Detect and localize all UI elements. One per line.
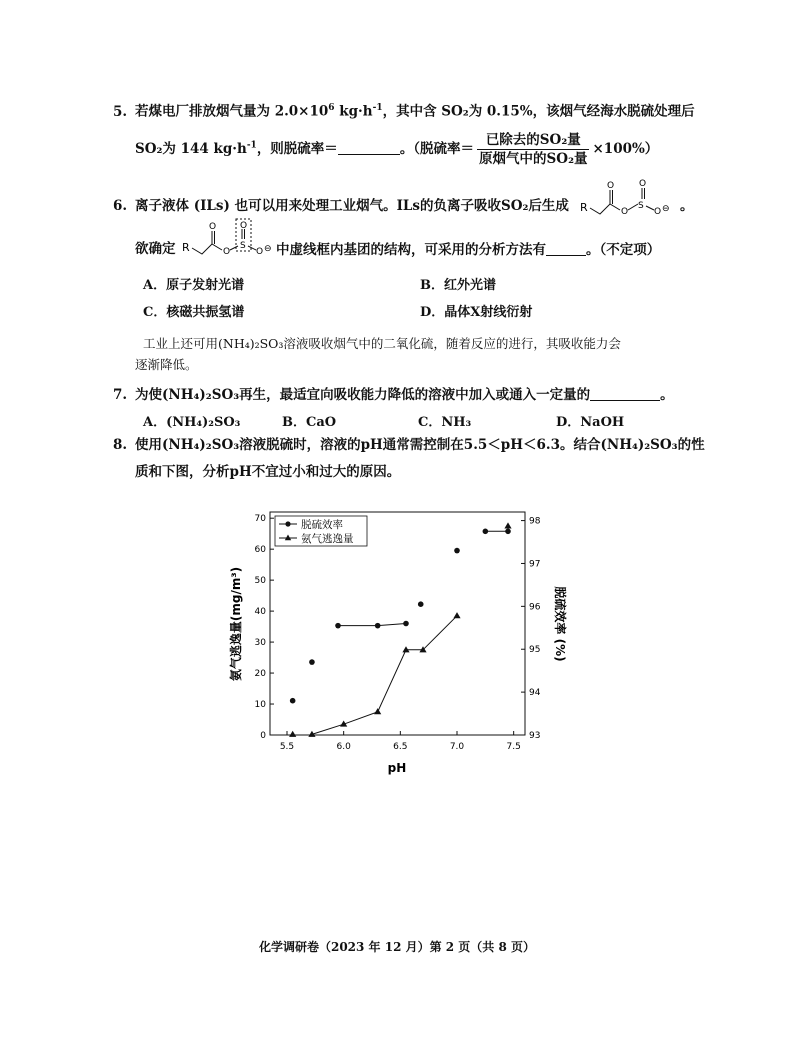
- legend-label-desulfurization: 脱硫效率: [301, 519, 343, 531]
- answer-blank-q6[interactable]: [546, 241, 586, 256]
- y-right-tick-label: 98: [529, 516, 541, 527]
- svg-text:O: O: [607, 181, 615, 191]
- intro-line-1: 工业上还可用(NH₄)₂SO₃溶液吸收烟气中的二氧化硫，随着反应的进行，其吸收能力会: [143, 336, 621, 351]
- svg-text:O: O: [621, 207, 629, 217]
- question-5-line-1: 5. 若煤电厂排放烟气量为 $2.0\times 10^6$ $kg\cdot h^{-1}$，其中含 SO₂为 0.15%，该烟气经海水脱硫处理后: [113, 103, 695, 120]
- legend: [275, 516, 367, 546]
- x-tick-label: 6.0: [336, 742, 351, 752]
- data-point-circle: [403, 621, 409, 627]
- q7-option-b[interactable]: B．CaO: [282, 415, 337, 430]
- svg-text:R: R: [580, 201, 588, 214]
- y-right-tick-label: 97: [529, 559, 541, 570]
- y-right-tick-label: 94: [529, 688, 541, 699]
- data-point-circle: [454, 548, 460, 554]
- question-5-number: 5.: [113, 103, 128, 120]
- svg-text:O: O: [654, 207, 662, 217]
- svg-text:O: O: [240, 221, 248, 231]
- y-left-tick-label: 60: [254, 545, 266, 556]
- y-left-tick-label: 20: [254, 669, 266, 680]
- series-line-0: [338, 624, 406, 626]
- question-5-line-2: SO₂为 144 $kg\cdot h^{-1}$，则脱硫率＝ 。（脱硫率＝ $\frac{\text{已除去的SO₂量}}{\text{原烟气中的SO₂量}}$ ×100%）: [135, 132, 659, 168]
- q6-option-c[interactable]: C．核磁共振氢谱: [143, 305, 245, 320]
- x-tick-label: 7.0: [449, 742, 465, 752]
- answer-blank-q7[interactable]: [590, 386, 660, 401]
- svg-text:O: O: [209, 222, 217, 232]
- legend-label-ammonia: 氨气逃逸量: [301, 533, 354, 545]
- y-left-tick-label: 70: [254, 514, 266, 525]
- svg-text:R: R: [182, 241, 190, 254]
- page-footer: 化学调研卷（2023 年 12 月）第 2 页（共 8 页）: [258, 940, 536, 954]
- desulfurization-rate-fraction: $\frac{\text{已除去的SO₂量}}{\text{原烟气中的SO₂量}}$: [479, 132, 588, 168]
- q7-option-c[interactable]: C．NH₃: [418, 415, 472, 430]
- x-tick-label: 7.5: [506, 742, 521, 752]
- y-left-tick-label: 0: [260, 731, 266, 741]
- question-6-number: 6.: [113, 198, 128, 214]
- y-right-tick-label: 93: [529, 731, 541, 741]
- chart-ph-vs-ammonia-desulfurization: [220, 500, 570, 790]
- answer-blank-q5[interactable]: [338, 140, 400, 155]
- svg-text:S: S: [240, 241, 246, 251]
- data-point-circle: [483, 528, 489, 534]
- structure-dashed-box-anion: [180, 218, 280, 262]
- q7-option-d[interactable]: D．NaOH: [556, 415, 625, 430]
- y-axis-right-label: 脱硫效率 (%): [553, 586, 567, 662]
- x-tick-label: 5.5: [279, 742, 295, 752]
- data-point-triangle: [453, 612, 460, 618]
- question-8-line-2: 质和下图，分析pH不宜过小和过大的原因。: [135, 464, 401, 480]
- question-6-line-2: 中虚线框内基团的结构，可采用的分析方法有 。（不定项）: [276, 242, 661, 258]
- x-tick-label: 6.5: [393, 742, 408, 752]
- question-6-line-2-start: 欲确定: [135, 241, 176, 257]
- series-line-1: [312, 616, 457, 735]
- y-left-tick-label: 30: [254, 638, 266, 649]
- y-left-tick-label: 40: [254, 607, 266, 618]
- x-axis-label: pH: [387, 761, 407, 775]
- q7-option-a[interactable]: A．(NH₄)₂SO₃: [143, 415, 241, 430]
- intro-line-2: 逐渐降低。: [135, 357, 198, 372]
- svg-text:S: S: [638, 201, 644, 211]
- data-point-circle: [290, 698, 296, 704]
- data-point-circle: [309, 659, 315, 665]
- svg-text:⊖: ⊖: [662, 204, 670, 214]
- data-point-triangle: [402, 646, 409, 652]
- question-8-number: 8.: [113, 437, 128, 453]
- y-left-tick-label: 10: [254, 700, 266, 711]
- data-point-triangle: [504, 522, 511, 528]
- q6-option-d[interactable]: D．晶体X射线衍射: [420, 305, 533, 320]
- data-point-circle: [505, 528, 511, 534]
- svg-text:O: O: [256, 247, 264, 257]
- y-right-tick-label: 96: [529, 602, 541, 613]
- q6-option-a[interactable]: A．原子发射光谱: [143, 278, 245, 293]
- legend-marker-circle: [285, 521, 290, 526]
- y-axis-left-label: 氨气逃逸量(mg/m³): [229, 566, 243, 682]
- y-left-tick-label: 50: [254, 576, 266, 587]
- structure-product-anion: [578, 178, 688, 222]
- data-point-circle: [418, 601, 424, 607]
- data-point-triangle: [374, 708, 381, 714]
- question-7-number: 7.: [113, 387, 128, 403]
- svg-text:O: O: [639, 179, 647, 189]
- chart-svg: [220, 500, 570, 790]
- svg-text:O: O: [223, 247, 231, 257]
- svg-text:⊖: ⊖: [264, 244, 272, 254]
- data-point-circle: [375, 623, 381, 629]
- question-6-line-1: 6. 离子液体 (ILs) 也可以用来处理工业烟气。ILs的负离子吸收SO₂后生成: [113, 198, 569, 214]
- y-right-tick-label: 95: [529, 645, 541, 656]
- question-7: 7. 为使(NH₄)₂SO₃再生，最适宜向吸收能力降低的溶液中加入或通入一定量的 。: [113, 387, 674, 403]
- data-point-circle: [335, 623, 341, 629]
- question-8-line-1: 8. 使用(NH₄)₂SO₃溶液脱硫时，溶液的pH通常需控制在5.5＜pH＜6.3。结合(NH₄)₂SO₃的性: [113, 437, 705, 453]
- q6-option-b[interactable]: B．红外光谱: [420, 278, 496, 293]
- data-point-triangle: [289, 731, 296, 737]
- question-6-line-1-end: 。: [680, 198, 694, 214]
